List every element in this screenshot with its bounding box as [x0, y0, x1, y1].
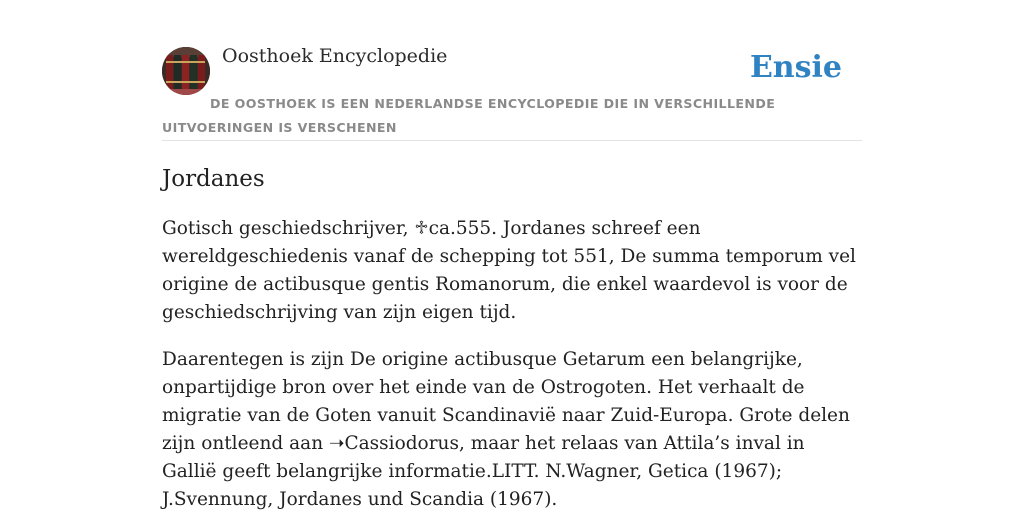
entry-paragraph: Gotisch geschiedschrijver, ♱ca.555. Jordanes schreef een wereldgeschiedenis vanaf de schepping tot 551, De summa temporum vel origine de actibusque gentis Romanorum, die enkel waardevol is voor de geschiedschrijving van zijn eigen tijd. [162, 218, 856, 323]
entry-title: Jordanes [162, 166, 265, 192]
source-name[interactable]: Oosthoek Encyclopedie [222, 45, 448, 67]
site-header [162, 44, 862, 141]
brand-logo[interactable]: Ensie [749, 50, 842, 85]
source-tagline: DE OOSTHOEK IS EEN NEDERLANDSE ENCYCLOPEDIE DIE IN VERSCHILLENDE UITVOERINGEN IS VERSCHENEN [162, 96, 776, 135]
entry-paragraph: Daarentegen is zijn De origine actibusque Getarum een belangrijke, onpartijdige bron over het einde van de Ostrogoten. Het verhaalt de migratie van de Goten vanuit Scandinavië naar Zuid-Europa. Grote delen zijn ontleend aan ➝Cassiodorus, maar het relaas van Attila’s inval in Gallië geeft belangrijke informatie.LITT. N.Wagner, Getica (1967); J.Svennung, Jordanes und Scandia (1967). [162, 349, 850, 510]
entry-content [162, 163, 862, 512]
source-avatar[interactable] [162, 47, 210, 95]
book-spines-icon [162, 47, 210, 95]
